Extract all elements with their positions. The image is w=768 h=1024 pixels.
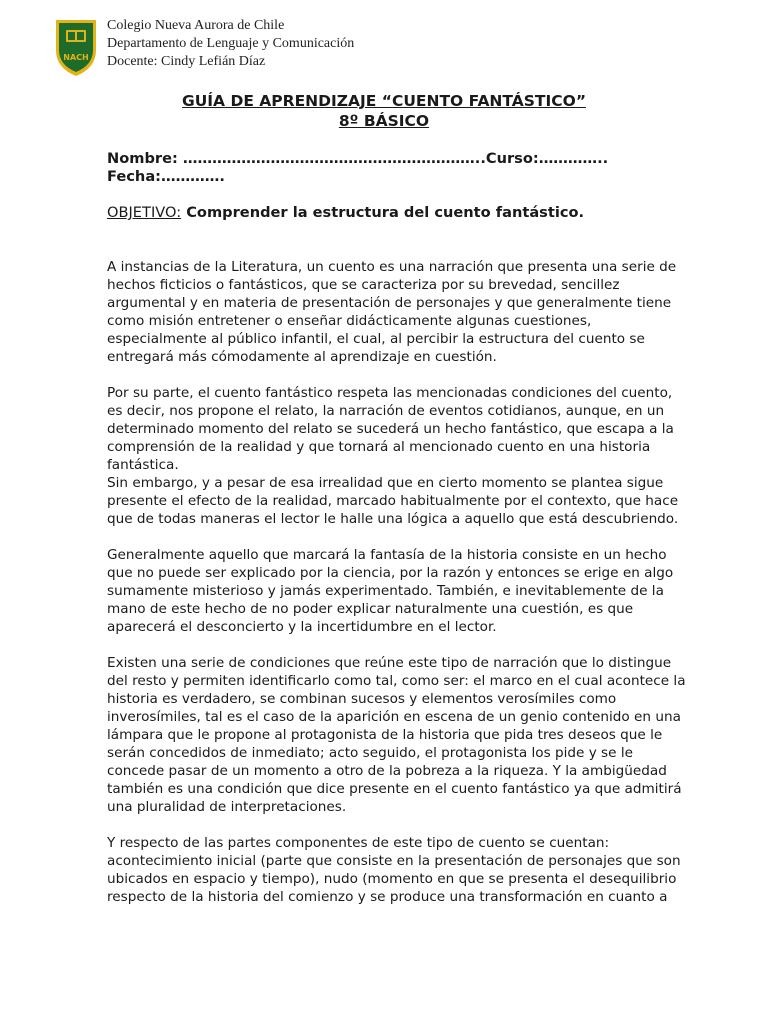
paragraphs <box>107 258 687 906</box>
paragraph-6: Y respecto de las partes componentes de este tipo de cuento se cuentan: acontecimiento inicial (parte que consiste en la presentación de personajes que son ubicados en espacio y tiempo), nudo (momento en que se presenta el desequilibrio respecto de la historia del comienzo y se produce una transformación en cuanto a <box>107 835 681 905</box>
objective-text: Comprender la estructura del cuento fantástico. <box>181 204 585 221</box>
school-name: Colegio Nueva Aurora de Chile <box>107 18 285 33</box>
document-header <box>107 17 354 71</box>
title-line-1: GUÍA DE APRENDIZAJE “CUENTO FANTÁSTICO” <box>181 92 587 110</box>
teacher-name: Docente: Cindy Lefián Díaz <box>107 54 266 69</box>
document-body <box>107 150 687 924</box>
student-fields <box>107 150 687 186</box>
paragraph-5: Existen una serie de condiciones que reúne este tipo de narración que lo distingue del resto y permiten identificarlo como tal, como ser: el marco en el cual acontece la historia es verdadero, se combinan sucesos y elementos verosímiles como inverosímiles, tal es el caso de la aparición en escena de un genio contenido en una lámpara que le propone al protagonista de la historia que pida tres deseos que le serán concedidos de inmediato; acto seguido, el protagonista los pide y se le concede pasar de un momento a otro de la pobreza a la riqueza. Y la ambigüedad también es una condición que dice presente en el cuento fantástico ya que admitirá una pluralidad de interpretaciones. <box>107 655 686 815</box>
objective <box>107 204 687 222</box>
paragraph-3-text: Sin embargo, y a pesar de esa irrealidad que en cierto momento se plantea sigue presente el efecto de la realidad, marcado habitualmente por el contexto, que hace que de todas maneras el lector le halle una lógica a aquello que está descubriendo. <box>107 475 679 527</box>
school-crest-logo <box>52 16 100 78</box>
document-title <box>0 91 768 131</box>
paragraph-2 <box>107 384 687 528</box>
department-name: Departamento de Lenguaje y Comunicación <box>107 36 355 51</box>
objective-label: OBJETIVO: <box>107 204 182 221</box>
title-line-2: 8º BÁSICO <box>338 112 430 130</box>
date-field: Fecha:…………. <box>107 168 225 185</box>
logo-text: NACH <box>63 53 89 62</box>
paragraph-1: A instancias de la Literatura, un cuento es una narración que presenta una serie de hechos ficticios o fantásticos, que se caracteriza por su brevedad, sencillez argumental y en materia de presentación de personajes y que generalmente tiene como misión entretener o enseñar didácticamente algunas cuestiones, especialmente al público infantil, el cual, al percibir la estructura del cuento se entregará más cómodamente al aprendizaje en cuestión. <box>107 259 677 365</box>
name-course-field: Nombre: ……………………………………………………..Curso:………….. <box>107 150 609 167</box>
paragraph-2-text: Por su parte, el cuento fantástico respeta las mencionadas condiciones del cuento, es decir, nos propone el relato, la narración de eventos cotidianos, aunque, en un determinado momento del relato se sucederá un hecho fantástico, que escapa a la comprensión de la realidad y que tornará al mencionado cuento en una historia fantástica. <box>107 385 674 473</box>
paragraph-4: Generalmente aquello que marcará la fantasía de la historia consiste en un hecho que no puede ser explicado por la ciencia, por la razón y entonces se erige en algo sumamente misterioso y jamás experimentado. También, e inevitablemente de la mano de este hecho de no poder explicar naturalmente una cuestión, es que aparecerá el desconcierto y la incertidumbre en el lector. <box>107 547 674 635</box>
